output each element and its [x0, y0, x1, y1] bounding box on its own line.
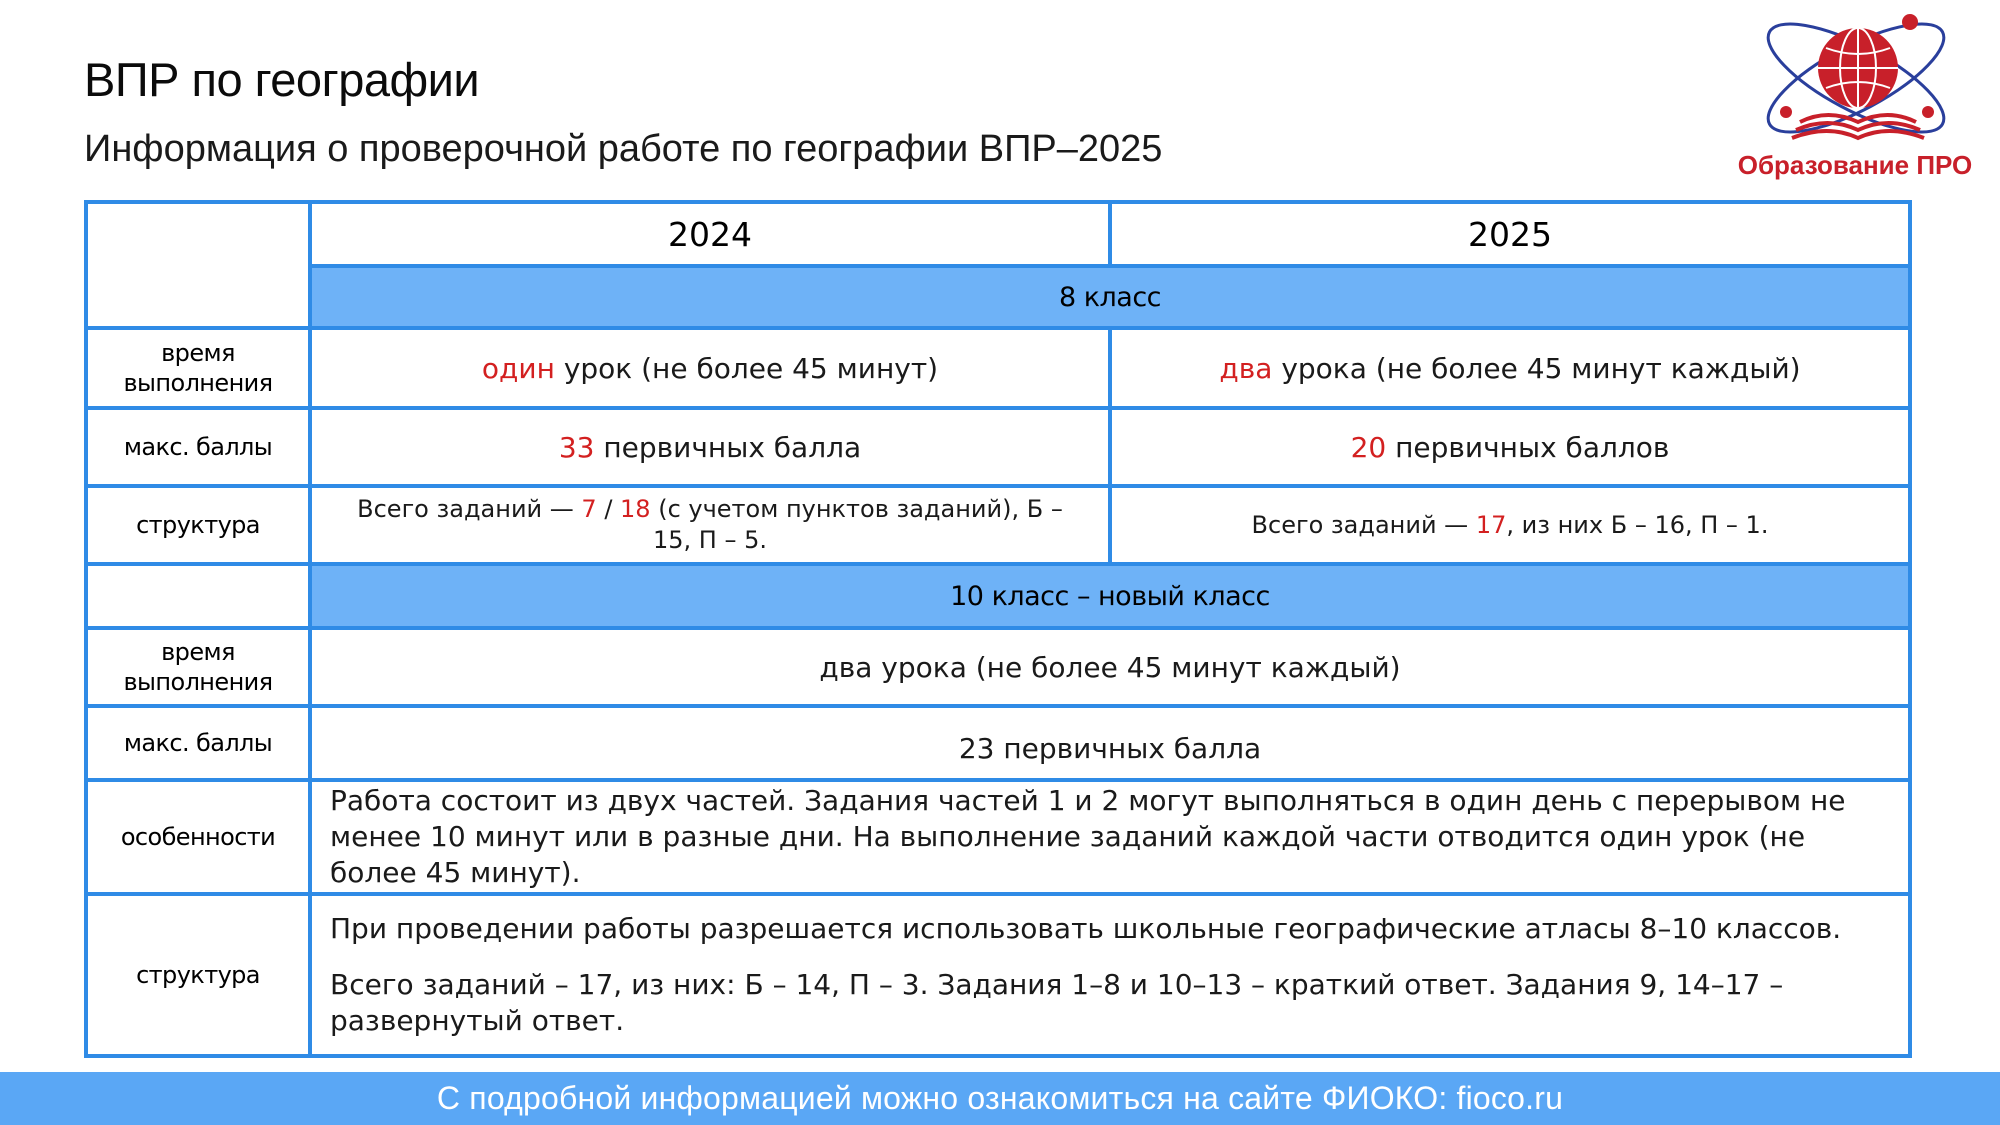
vpr-info-table — [84, 200, 1912, 1058]
structure-2025-value — [1108, 484, 1912, 566]
page-subtitle: Информация о проверочной работе по географии ВПР–2025 — [84, 128, 1163, 170]
footer-banner: С подробной информацией можно ознакомиться на сайте ФИОКО: fioco.ru — [0, 1072, 2000, 1125]
score-2024-text: первичных балла — [594, 430, 862, 464]
structure-2024-tasks: 7 — [581, 495, 597, 523]
time-2024-text: урок (не более 45 минут) — [554, 351, 939, 385]
structure-2024-prefix: Всего заданий — — [357, 495, 582, 523]
time-2025-highlight: два — [1219, 351, 1273, 385]
time-10-value: два урока (не более 45 минут каждый) — [308, 626, 1912, 708]
grade-8-header: 8 класс — [308, 264, 1912, 330]
structure-10-paragraph-1: При проведении работы разрешается использовать школьные географические атласы 8–10 классов. — [330, 912, 1842, 945]
structure-2024-items: 18 — [620, 495, 651, 523]
structure-2024-separator: / — [596, 495, 621, 523]
time-2025-text: урока (не более 45 минут каждый) — [1272, 351, 1801, 385]
structure-2025-tasks: 17 — [1475, 510, 1507, 539]
corner-cell — [84, 200, 312, 330]
score-2025-text: первичных баллов — [1386, 430, 1670, 464]
year-2024-header: 2024 — [308, 200, 1112, 268]
score-10-value: 23 первичных балла — [308, 704, 1912, 782]
row-label-score-8: макс. баллы — [84, 406, 312, 488]
structure-10-paragraph-2: Всего заданий – 17, из них: Б – 14, П – 3. Задания 1–8 и 10–13 – краткий ответ. Задания 9, 14–17 – развернутый ответ. — [330, 968, 1784, 1037]
year-2025-header: 2025 — [1108, 200, 1912, 268]
page-title: ВПР по географии — [84, 53, 480, 106]
grade-10-label-spacer — [84, 562, 312, 630]
row-label-score-10: макс. баллы — [84, 704, 312, 782]
score-2025-highlight: 20 — [1350, 430, 1387, 464]
structure-10-value — [308, 892, 1912, 1058]
structure-2025-suffix: , из них Б – 16, П – 1. — [1506, 510, 1769, 539]
score-2024-highlight: 33 — [558, 430, 595, 464]
time-2025-value — [1108, 326, 1912, 410]
time-2024-value — [308, 326, 1112, 410]
score-2024-value — [308, 406, 1112, 488]
structure-2024-value — [308, 484, 1112, 566]
score-2025-value — [1108, 406, 1912, 488]
features-10-value: Работа состоит из двух частей. Задания частей 1 и 2 могут выполняться в один день с перерывом не менее 10 минут или в разные дни. На выполнение заданий каждой части отводится один урок (не более 45 минут). — [308, 778, 1912, 896]
row-label-time-8: время выполнения — [84, 326, 312, 410]
row-label-time-10: время выполнения — [84, 626, 312, 708]
time-2024-highlight: один — [481, 351, 555, 385]
structure-2024-suffix: (с учетом пунктов заданий), Б – 15, П – 5. — [650, 495, 1063, 554]
logo-text: Образование ПРО — [1737, 150, 1973, 180]
row-label-structure-8: структура — [84, 484, 312, 566]
row-label-structure-10: структура — [84, 892, 312, 1058]
row-label-features-10: особенности — [84, 778, 312, 896]
grade-10-header: 10 класс – новый класс — [308, 562, 1912, 630]
structure-2025-prefix: Всего заданий — — [1251, 510, 1476, 539]
